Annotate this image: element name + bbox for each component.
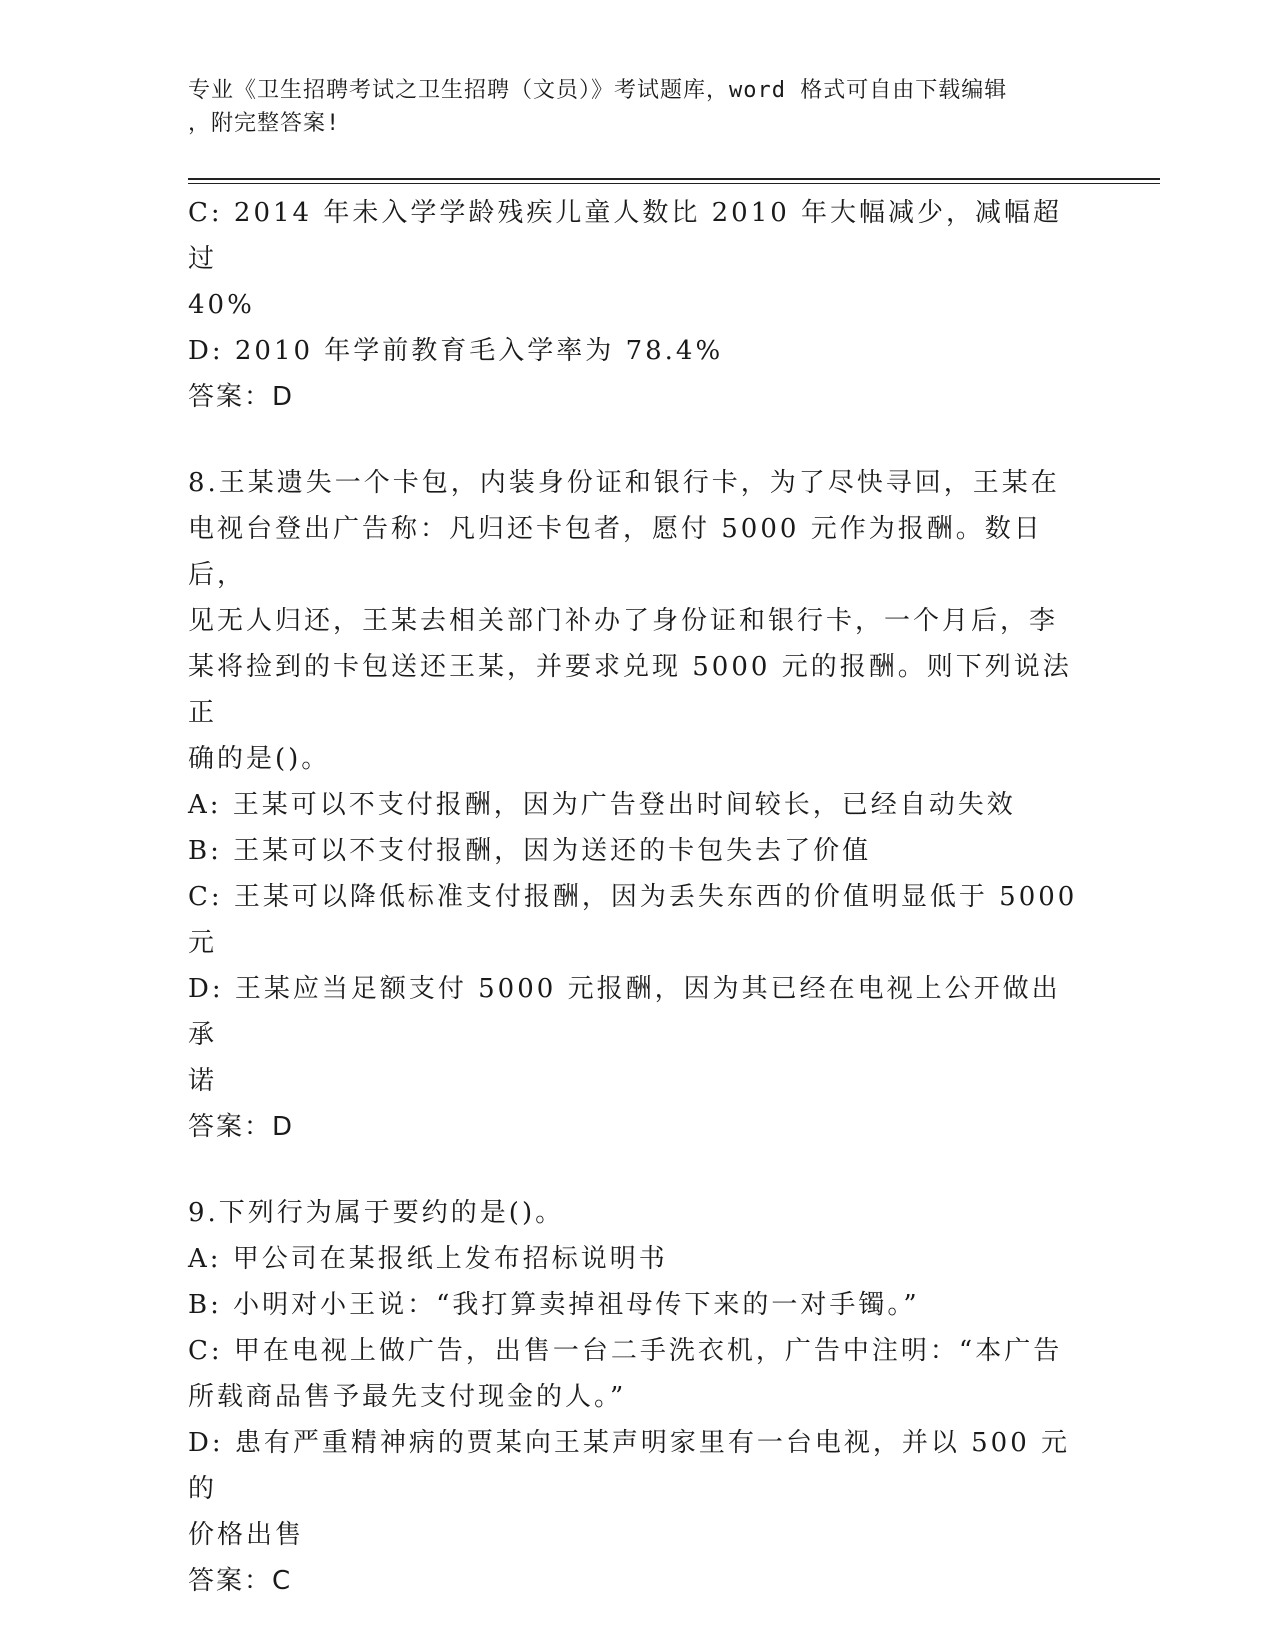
- option-d-line: 价格出售: [188, 1520, 305, 1550]
- header-divider-thin: [188, 183, 1160, 184]
- question-9: [188, 1190, 1088, 1604]
- option-d-line: 诺: [188, 1066, 218, 1096]
- question-stem-line: 确的是()。: [188, 744, 331, 774]
- option-c-line: C: 甲在电视上做广告，出售一台二手洗衣机，广告中注明：“本广告: [188, 1336, 1063, 1366]
- option-d-line: D: 王某应当足额支付 5000 元报酬，因为其已经在电视上公开做出承: [188, 974, 1061, 1050]
- option-c-line: 40%: [188, 290, 255, 320]
- option-a: A: 王某可以不支付报酬，因为广告登出时间较长，已经自动失效: [188, 790, 1016, 820]
- header-line-1: 专业《卫生招聘考试之卫生招聘（文员）》考试题库，word 格式可自由下载编辑: [188, 78, 1008, 103]
- question-7-tail: [188, 190, 1088, 420]
- answer-label: 答案：D: [188, 382, 295, 412]
- option-c-line: 元: [188, 928, 218, 958]
- question-stem: 9.下列行为属于要约的是()。: [188, 1198, 565, 1228]
- option-c-line: 所载商品售予最先支付现金的人。”: [188, 1382, 627, 1412]
- page-header: [188, 74, 1088, 140]
- option-b: B: 王某可以不支付报酬，因为送还的卡包失去了价值: [188, 836, 872, 866]
- answer-label: 答案：D: [188, 1112, 295, 1142]
- question-stem-line: 某将捡到的卡包送还王某，并要求兑现 5000 元的报酬。则下列说法正: [188, 652, 1072, 728]
- section-gap: [188, 420, 1088, 460]
- header-divider-thick: [188, 178, 1160, 180]
- option-b: B: 小明对小王说：“我打算卖掉祖母传下来的一对手镯。”: [188, 1290, 920, 1320]
- question-stem-line: 8.王某遗失一个卡包，内装身份证和银行卡，为了尽快寻回，王某在: [188, 468, 1060, 498]
- option-d-line: D: 患有严重精神病的贾某向王某声明家里有一台电视，并以 500 元的: [188, 1428, 1071, 1504]
- section-gap: [188, 1150, 1088, 1190]
- answer-label: 答案：C: [188, 1566, 293, 1596]
- option-c-line: C: 2014 年未入学学龄残疾儿童人数比 2010 年大幅减少，减幅超过: [188, 198, 1063, 274]
- option-a: A: 甲公司在某报纸上发布招标说明书: [188, 1244, 668, 1274]
- question-8: [188, 460, 1088, 1150]
- question-stem-line: 电视台登出广告称：凡归还卡包者，愿付 5000 元作为报酬。数日后，: [188, 514, 1043, 590]
- question-stem-line: 见无人归还，王某去相关部门补办了身份证和银行卡，一个月后，李: [188, 606, 1059, 636]
- header-line-2: ，附完整答案!: [188, 111, 341, 136]
- questions-body: [188, 190, 1088, 1604]
- option-d: D: 2010 年学前教育毛入学率为 78.4%: [188, 336, 724, 366]
- option-c-line: C: 王某可以降低标准支付报酬，因为丢失东西的价值明显低于 5000: [188, 882, 1078, 912]
